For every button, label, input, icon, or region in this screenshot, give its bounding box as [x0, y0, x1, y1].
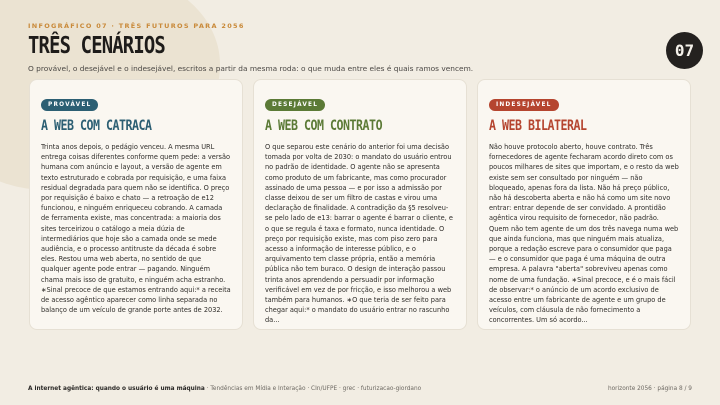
scenario-cards	[29, 79, 691, 330]
scenario-card-undesirable	[477, 79, 691, 330]
scenario-card-probable	[29, 79, 243, 330]
section-number-badge: 07	[666, 32, 703, 69]
page-subtitle: O provável, o desejável e o indesejável, escritos a partir da mesma roda: o que muda entre eles é quais ramos vencem.	[28, 64, 474, 73]
scenario-badge: DESEJÁVEL	[265, 99, 325, 111]
page-header	[28, 22, 692, 73]
scenario-badge: PROVÁVEL	[41, 99, 98, 111]
footer-title: A internet agêntica: quando o usuário é uma máquina	[28, 386, 205, 392]
scenario-badge: INDESEJÁVEL	[489, 99, 559, 111]
scenario-title: A WEB COM CATRACA	[41, 118, 152, 134]
scenario-title: A WEB COM CONTRATO	[265, 118, 383, 134]
scenario-body: Trinta anos depois, o pedágio venceu. A mesma URL entrega coisas diferentes conforme quem pede: a versão humana com anúncio e layout, a versão de agente em texto estruturado e cobrada por requisição, e uma faixa residual degradada para quem não se identifica. O preço por requisição é baixo e chato — a retroação de e12 funcionou, e ninguém enriqueceu cobrando. A camada de ferramenta existe, mas concentrada: a maioria dos sites terceirizou o catálogo a meia dúzia de intermediários que hoje são a camada onde se mede audiência, e o processo antitruste da década é sobre eles. Restou uma web aberta, no sentido de que qualquer agente pode entrar — pagando. Ninguém chama mais isso de gratuito, e ninguém acha estranho. ∗Sinal precoce de que estamos entrando aqui:* a receita de acesso agêntico aparecer como linha separada no balanço de um veículo de grande porte antes de 2032.	[41, 143, 231, 315]
page-indicator: horizonte 2056 · página 8 / 9	[607, 386, 692, 392]
scenario-body: O que separou este cenário do anterior foi uma decisão tomada por volta de 2030: o mandato do usuário entrou no padrão de identidade. O agente não se apresenta como produto de um fabricante, mas como procurador assinado de uma pessoa — e por isso a admissão por classe deixou de ser um filtro de castas e virou uma declaração de finalidade. A contradição da §5 resolveu-se pelo lado de e13: barrar o agente é barrar o cliente, e o que se regula é taxa e formato, nunca identidade. O preço por requisição existe, mas com piso zero para acesso a informação de interesse público, e o arquivamento tem classe própria, então a memória pública não tem buraco. O design de interação passou trinta anos aprendendo a persuadir por informação verificável em vez de por fricção, e isso melhorou a web também para humanos. ∗O que teria de ser feito para chegar aqui:* o mandato do usuário entrar no rascunho da...	[265, 143, 453, 325]
footer	[28, 386, 692, 392]
footer-meta: · Tendências em Mídia e Interação · CIn/UFPE · grec · futurizacao-giordano	[204, 386, 422, 392]
page-title: TRÊS CENÁRIOS	[28, 33, 165, 59]
footer-credits	[28, 386, 421, 392]
scenario-card-desirable	[253, 79, 467, 330]
scenario-body: Não houve protocolo aberto, houve contrato. Três fornecedores de agente fecharam acordo direto com os poucos milhares de sites que importam, e o resto da web existe sem ser consultado por ninguém — não bloqueado, apenas fora da lista. Não há preço público, não há descoberta aberta e não há como um site novo entrar: entrar depende de ser convidado. A prontidão agêntica virou requisito de fornecedor, não padrão. Quem não tem agente de um dos três navega numa web que ainda funciona, mas que ninguém mais atualiza, porque a redação escreve para o consumidor que paga — e o consumidor que paga é uma máquina de outra empresa. A palavra "aberta" sobreviveu apenas como nome de uma fundação. ∗Sinal precoce, e é o mais fácil de observar:* o anúncio de um acordo exclusivo de acesso entre um fabricante de agente e um grupo de veículos, com cláusula de não fornecimento a concorrentes. Um só acordo...	[489, 143, 679, 325]
kicker: INFOGRÁFICO 07 · TRÊS FUTUROS PARA 2056	[28, 22, 245, 30]
scenario-title: A WEB BILATERAL	[489, 118, 587, 134]
